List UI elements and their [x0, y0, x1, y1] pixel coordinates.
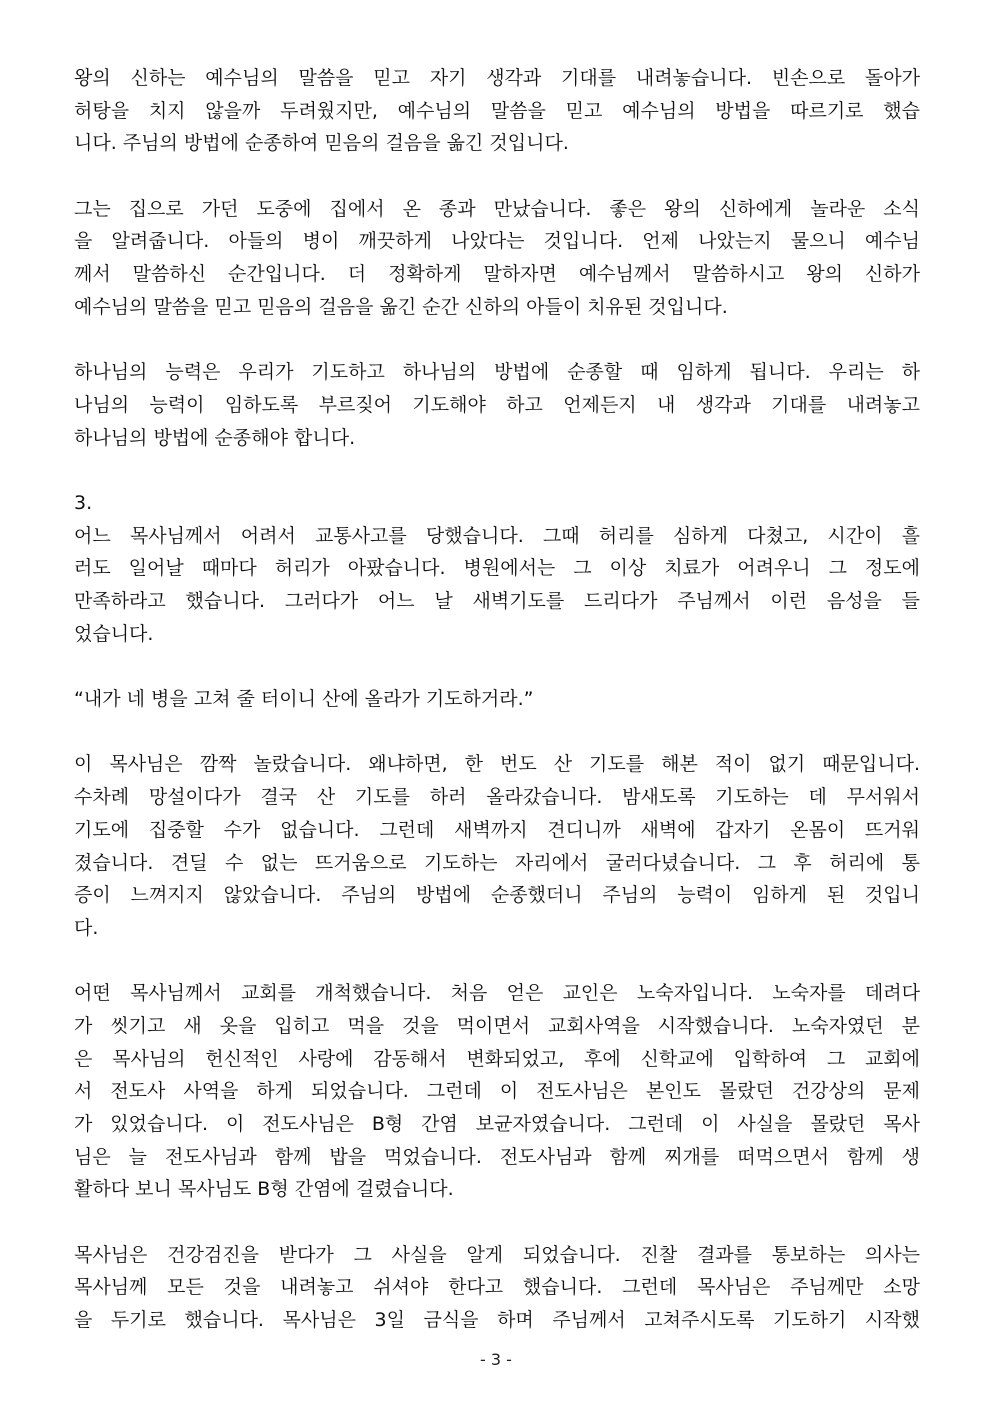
text-line: 었습니다. — [74, 622, 154, 645]
paragraph — [74, 977, 920, 1206]
text-line: 께서 말씀하신 순간입니다. 더 정확하게 말하자면 예수님께서 말씀하시고 왕의 신하가 — [74, 263, 920, 286]
text-line: 가 있었습니다. 이 전도사님은 B형 간염 보균자였습니다. 그런데 이 사실을 몰랐던 목사 — [74, 1113, 920, 1135]
paragraph — [74, 1239, 920, 1337]
page-number: - 3 - — [480, 1350, 512, 1369]
text-line: 허탕을 치지 않을까 두려웠지만, 예수님의 말씀을 믿고 예수님의 방법을 따르기로 했습 — [74, 99, 920, 122]
paragraph-gap — [74, 650, 920, 683]
paragraph-gap — [74, 160, 920, 193]
text-line: 수차례 망설이다가 결국 산 기도를 하러 올라갔습니다. 밤새도록 기도하는 데 무서워서 — [74, 786, 920, 809]
quote-line: “내가 네 병을 고쳐 줄 터이니 산에 올라가 기도하거라.” — [74, 688, 534, 711]
text-line: 하나님의 방법에 순종해야 합니다. — [74, 426, 356, 449]
text-line: 왕의 신하는 예수님의 말씀을 믿고 자기 생각과 기대를 내려놓습니다. 빈손으로 돌아가 — [74, 67, 920, 89]
paragraph-gap — [74, 716, 920, 749]
text-line: 어느 목사님께서 어려서 교통사고를 당했습니다. 그때 허리를 심하게 다쳤고, 시간이 흘 — [74, 524, 920, 547]
text-line: 나님의 능력이 임하도록 부르짖어 기도해야 하고 언제든지 내 생각과 기대를 내려놓고 — [74, 393, 920, 416]
text-line: 그는 집으로 가던 도중에 집에서 온 종과 만났습니다. 좋은 왕의 신하에게 놀라운 소식 — [74, 197, 920, 220]
text-line: 님은 늘 전도사님과 함께 밥을 먹었습니다. 전도사님과 함께 찌개를 떠먹으면서 함께 생 — [74, 1145, 920, 1168]
section-number: 3. — [74, 491, 93, 514]
paragraph — [74, 487, 920, 650]
text-line: 서 전도사 사역을 하게 되었습니다. 그런데 이 전도사님은 본인도 몰랐던 건강상의 문제 — [74, 1080, 920, 1103]
text-line: 목사님께 모든 것을 내려놓고 쉬셔야 한다고 했습니다. 그런데 목사님은 주님께만 소망 — [74, 1276, 920, 1299]
paragraph-gap — [74, 945, 920, 978]
text-line: 증이 느껴지지 않았습니다. 주님의 방법에 순종했더니 주님의 능력이 임하게 된 것입니 — [74, 884, 920, 907]
paragraph — [74, 193, 920, 324]
text-line: 을 알려줍니다. 아들의 병이 깨끗하게 나았다는 것입니다. 언제 나았는지 물으니 예수님 — [74, 230, 920, 253]
paragraph — [74, 748, 920, 944]
text-line: 가 씻기고 새 옷을 입히고 먹을 것을 먹이면서 교회사역을 시작했습니다. 노숙자였던 분 — [74, 1014, 920, 1037]
text-line: 어떤 목사님께서 교회를 개척했습니다. 처음 얻은 교인은 노숙자입니다. 노숙자를 데려다 — [74, 982, 920, 1005]
text-line: 을 두기로 했습니다. 목사님은 3일 금식을 하며 주님께서 고쳐주시도록 기도하기 시작했 — [74, 1309, 920, 1332]
paragraph — [74, 62, 920, 160]
paragraph-gap — [74, 454, 920, 487]
paragraph-gap — [74, 324, 920, 357]
text-line: 은 목사님의 헌신적인 사랑에 감동해서 변화되었고, 후에 신학교에 입학하여 그 교회에 — [74, 1047, 920, 1070]
paragraph-gap — [74, 1206, 920, 1239]
text-line: 니다. 주님의 방법에 순종하여 믿음의 걸음을 옮긴 것입니다. — [74, 132, 569, 155]
paragraph — [74, 356, 920, 454]
text-line: 활하다 보니 목사님도 B형 간염에 걸렸습니다. — [74, 1178, 454, 1201]
text-line: 러도 일어날 때마다 허리가 아팠습니다. 병원에서는 그 이상 치료가 어려우니 그 정도에 — [74, 557, 920, 580]
text-line: 목사님은 건강검진을 받다가 그 사실을 알게 되었습니다. 진찰 결과를 통보하는 의사는 — [74, 1243, 920, 1266]
text-line: 하나님의 능력은 우리가 기도하고 하나님의 방법에 순종할 때 임하게 됩니다. 우리는 하 — [74, 361, 920, 384]
text-line: 예수님의 말씀을 믿고 믿음의 걸음을 옮긴 순간 신하의 아들이 치유된 것입니다. — [74, 295, 728, 318]
text-line: 만족하라고 했습니다. 그러다가 어느 날 새벽기도를 드리다가 주님께서 이런 음성을 들 — [74, 590, 920, 612]
quote-paragraph — [74, 683, 920, 716]
text-line: 기도에 집중할 수가 없습니다. 그런데 새벽까지 견디니까 새벽에 갑자기 온몸이 뜨거워 — [74, 818, 920, 841]
text-line: 다. — [74, 916, 99, 939]
document-body — [74, 62, 920, 1337]
text-line: 이 목사님은 깜짝 놀랐습니다. 왜냐하면, 한 번도 산 기도를 해본 적이 없기 때문입니다. — [74, 753, 920, 776]
text-line: 졌습니다. 견딜 수 없는 뜨거움으로 기도하는 자리에서 굴러다녔습니다. 그 후 허리에 통 — [74, 851, 920, 874]
